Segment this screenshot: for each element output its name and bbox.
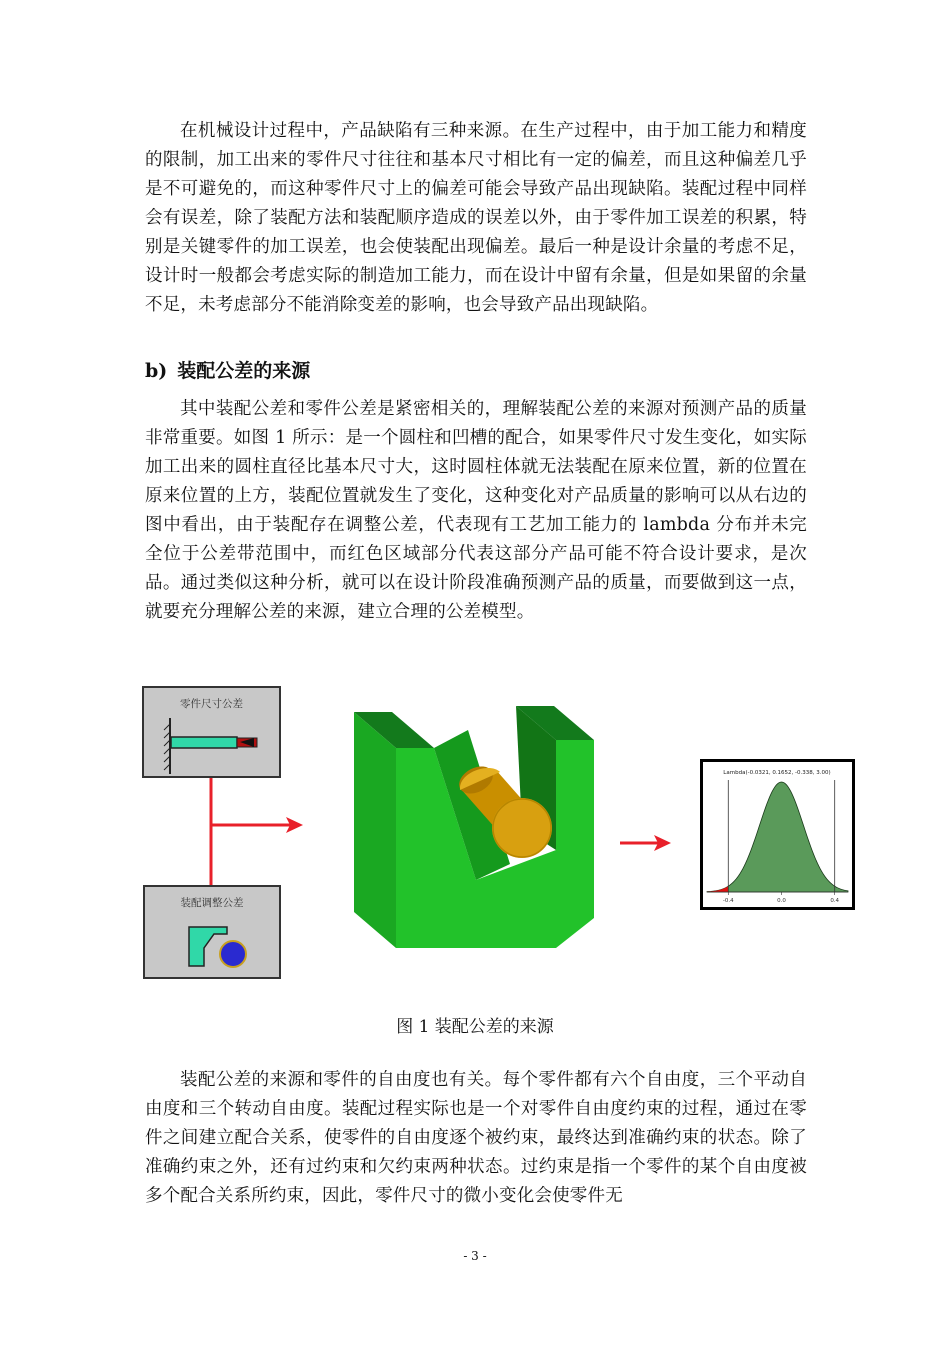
x-tick-label: 0.0 <box>777 898 786 904</box>
block-cylinder-3d <box>340 700 600 955</box>
part-tolerance-title: 零件尺寸公差 <box>180 698 243 710</box>
slot-cylinder-icon <box>145 887 279 977</box>
section-number: b) <box>145 360 168 382</box>
assembly-tolerance-box <box>143 885 281 979</box>
page-number: - 3 - <box>463 1249 487 1263</box>
assembly-tolerance-title: 装配调整公差 <box>180 897 244 909</box>
paragraph-degrees-of-freedom: 装配公差的来源和零件的自由度也有关。每个零件都有六个自由度，三个平动自由度和三个转动自由度。装配过程实际也是一个对零件自由度约束的过程，通过在零件之间建立配合关系，使零件的自由度逐个被约束，最终达到准确约束的状态。除了准确约束之外，还有过约束和欠约束两种状态。过约束是指一个零件的某个自由度被多个配合关系所约束，因此，零件尺寸的微小变化会使零件无 <box>145 1070 807 1206</box>
paragraph-defect-sources: 在机械设计过程中，产品缺陷有三种来源。在生产过程中，由于加工能力和精度的限制，加工出来的零件尺寸往往和基本尺寸相比有一定的偏差，而且这种偏差几乎是不可避免的，而这种零件尺寸上的偏差可能会导致产品出现缺陷。装配过程中同样会有误差，除了装配方法和装配顺序造成的误差以外，由于零件加工误差的积累，特别是关键零件的加工误差，也会使装配出现偏差。最后一种是设计余量的考虑不足，设计时一般都会考虑实际的制造加工能力，而在设计中留有余量，但是如果留的余量不足，未考虑部分不能消除变差的影响，也会导致产品出现缺陷。 <box>145 121 807 315</box>
figure-caption: 图 1 装配公差的来源 <box>396 1017 554 1037</box>
shaft-icon <box>144 688 279 776</box>
lambda-distribution-chart <box>700 759 855 910</box>
chart-svg <box>703 762 852 907</box>
section-title: 装配公差的来源 <box>177 360 311 382</box>
x-tick-label: 0.4 <box>830 898 840 904</box>
part-tolerance-box <box>142 686 281 778</box>
paragraph-assembly-tolerance: 其中装配公差和零件公差是紧密相关的，理解装配公差的来源对预测产品的质量非常重要。如图 1 所示：是一个圆柱和凹槽的配合，如果零件尺寸发生变化，如实际加工出来的圆柱直径比基本尺寸大，这时圆柱体就无法装配在原来位置，新的位置在原来位置的上方，装配位置就发生了变化，这种变化对产品质量的影响可以从右边的图中看出，由于装配存在调整公差，代表现有工艺加工能力的 lambda 分布并未完全位于公差带范围中，而红色区域部分代表这部分产品可能不符合设计要求，是次品。通过类似这种分析，就可以在设计阶段准确预测产品的质量，而要做到这一点，就要充分理解公差的来源，建立合理的公差模型。 <box>145 399 807 622</box>
chart-title: Lambda(-0.0321, 0.1652, -0.338, 3.00) <box>723 770 831 776</box>
x-tick-label: -0.4 <box>722 898 734 904</box>
